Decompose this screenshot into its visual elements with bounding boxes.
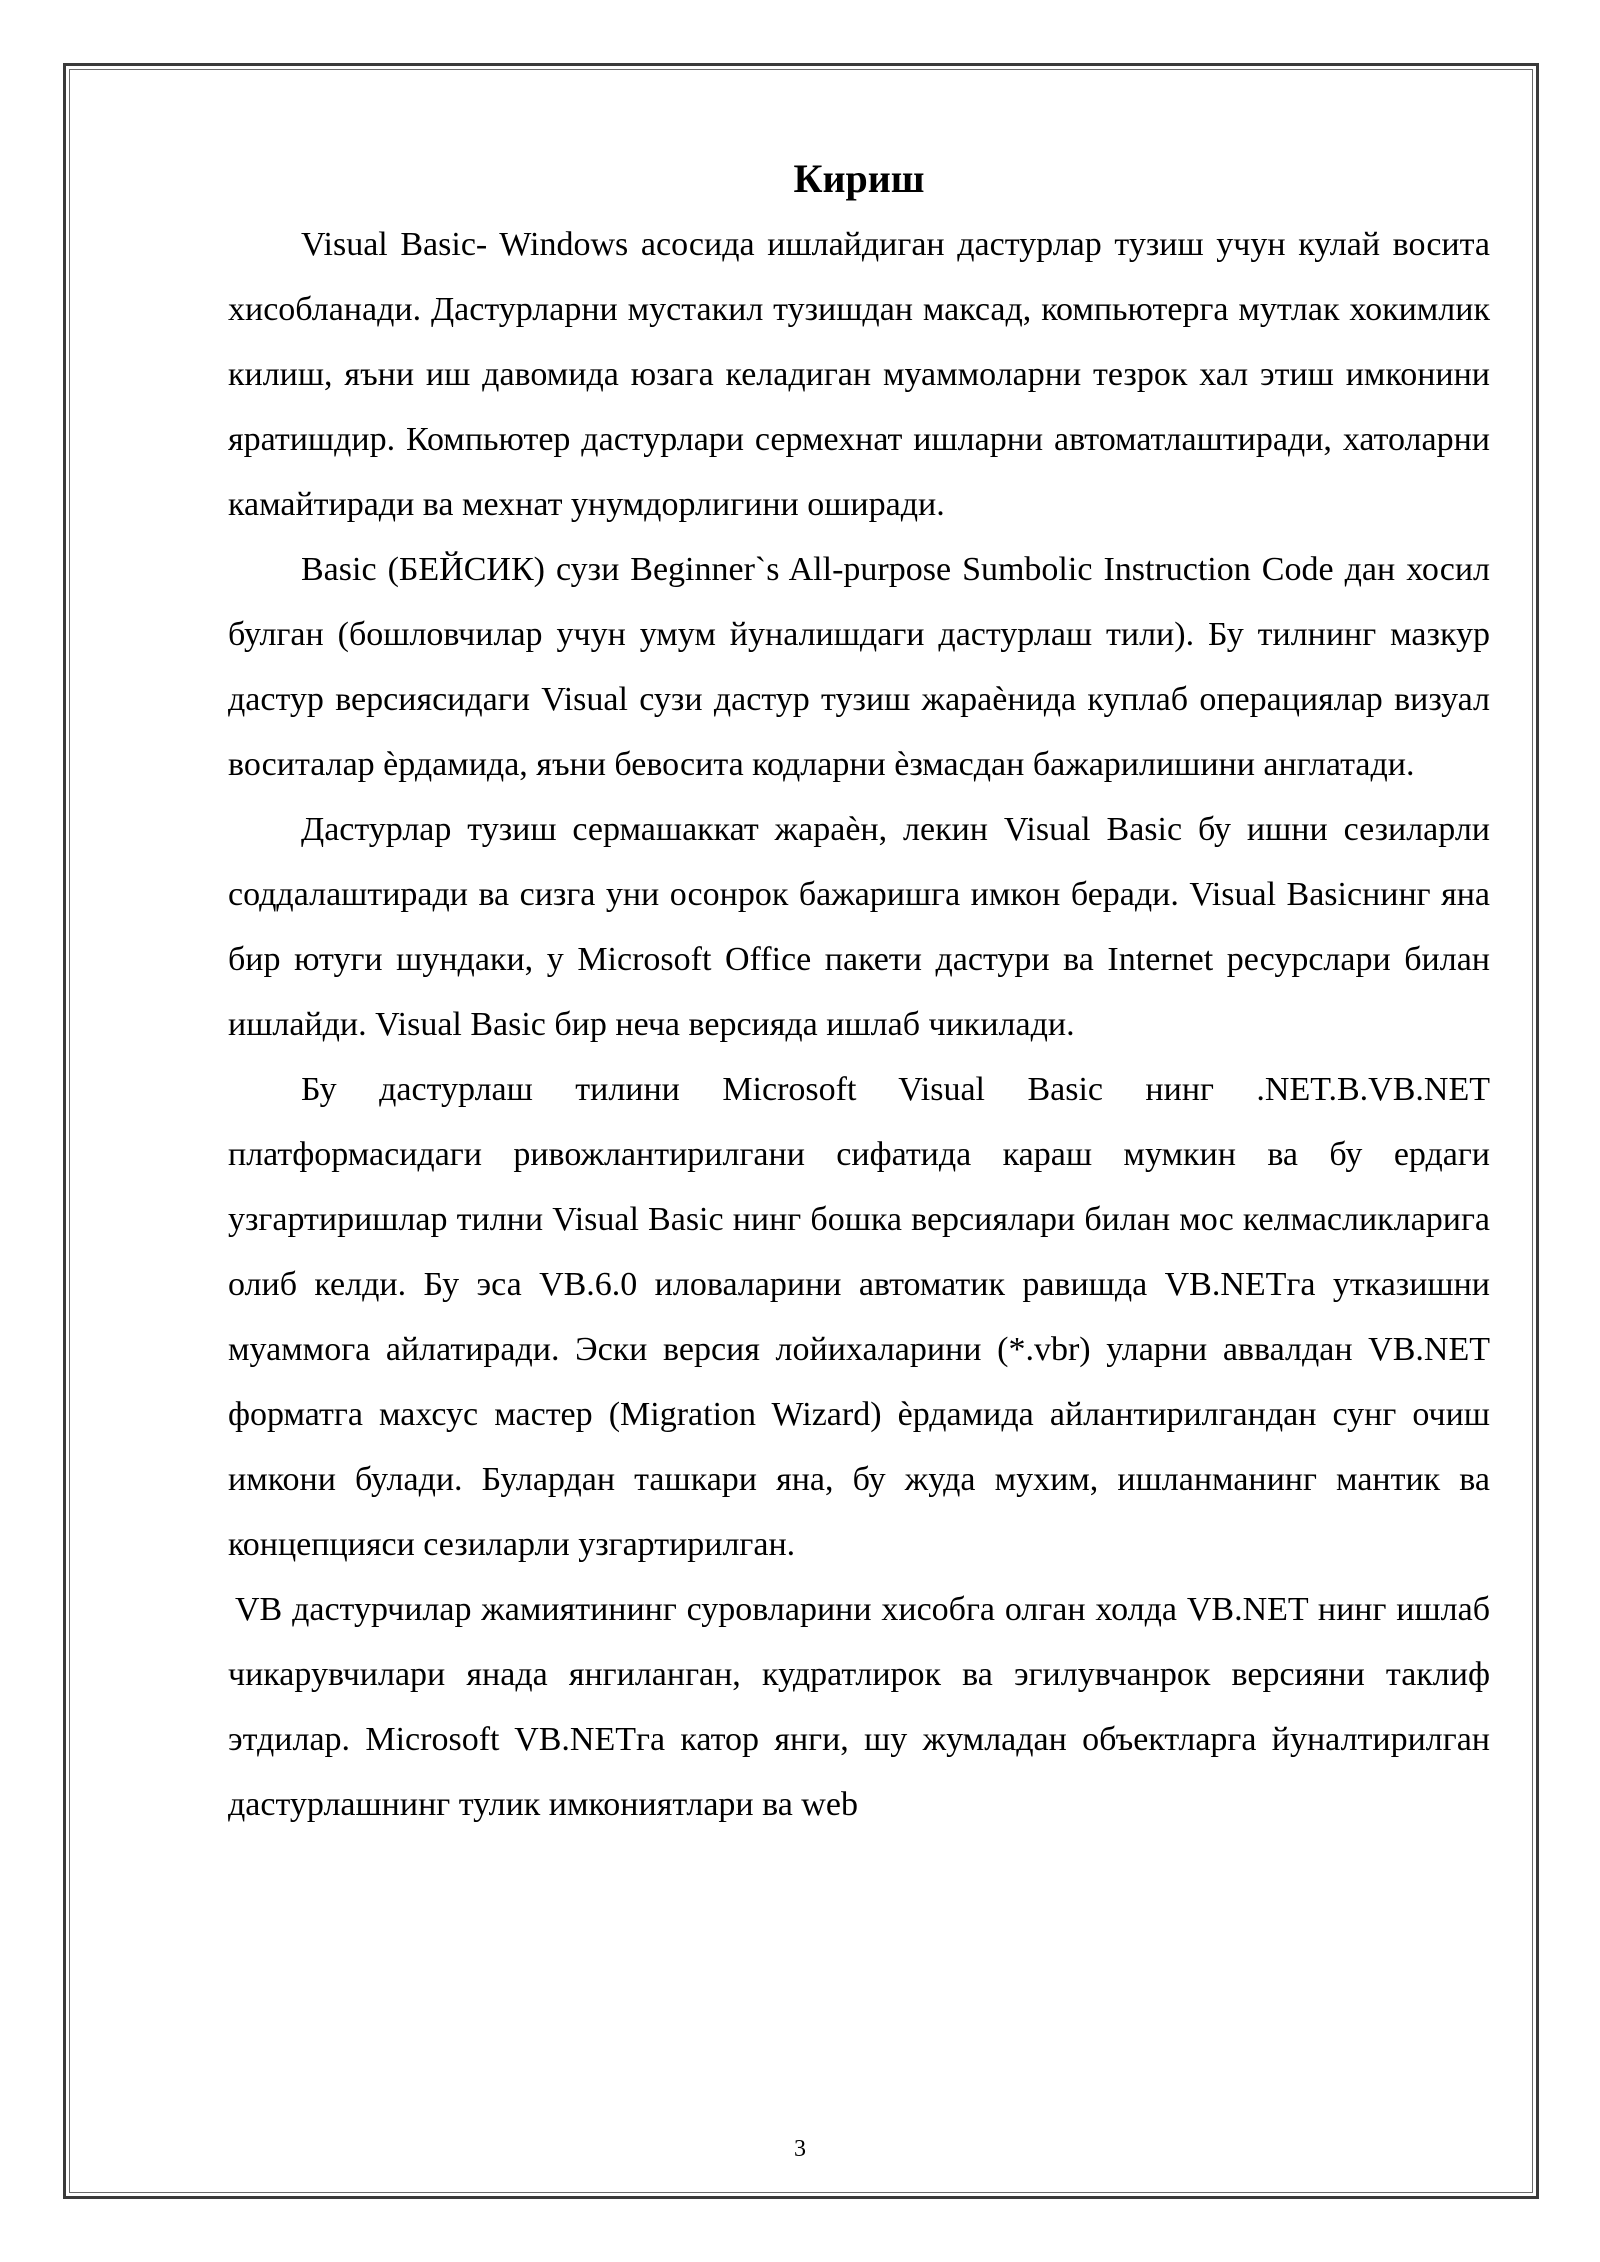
paragraph-simplification: Дастурлар тузиш сермашаккат жараѐн, лекин Visual Basic бу ишни сезиларли соддалаштиради ва сизга уни осонрок бажаришга имкон беради. Visual Basicнинг яна бир ютуги шундаки, у Microsoft Office пакети дастури ва Internet ресурслари билан ишлайди. Visual Basic бир неча версияда ишлаб чикилади.	[228, 811, 1490, 1043]
document-body	[228, 146, 1490, 1837]
paragraph-vbnet-developers: VB дастурчилар жамиятининг суровларини хисобга олган холда VB.NET нинг ишлаб чикарувчилари янада янгиланган, кудратлирок ва эгилувчанрок версияни таклиф этдилар. Microsoft VB.NETга катор янги, шу жумладан объектларга йуналтирилган дастурлашнинг тулик имкониятлари ва web	[228, 1591, 1490, 1823]
paragraph-intro: Visual Basic- Windows асосида ишлайдиган дастурлар тузиш учун кулай восита хисобланади. Дастурларни мустакил тузишдан максад, компьютерга мутлак хокимлик килиш, яъни иш давомида юзага келадиган муаммоларни тезрок хал этиш имконини яратишдир. Компьютер дастурлари сермехнат ишларни автоматлаштиради, хатоларни камайтиради ва мехнат унумдорлигини оширади.	[228, 226, 1490, 523]
page-number: 3	[794, 2136, 806, 2162]
paragraph-vbnet-platform: Бу дастурлаш тилини Microsoft Visual Basic нинг .NET.B.VB.NET платформасидаги ривожлантирилгани сифатида караш мумкин ва бу ердаги узгартиришлар тилни Visual Basic нинг бошка версиялари билан мос келмасликларига олиб келди. Бу эса VB.6.0 иловаларини автоматик равишда VB.NETга утказишни муаммога айлатиради. Эски версия лойихаларини (*.vbr) уларни аввалдан VB.NET форматга махсус мастер (Migration Wizard) ѐрдамида айлантирилгандан сунг очиш имкони булади. Булардан ташкари яна, бу жуда мухим, ишланманинг мантик ва концепцияси сезиларли узгартирилган.	[228, 1071, 1490, 1563]
paragraph-basic-origin: Basic (БЕЙСИК) сузи Beginner`s All-purpose Sumbolic Instruction Code дан хосил булган (бошловчилар учун умум йуналишдаги дастурлаш тили). Бу тилнинг мазкур дастур версиясидаги Visual сузи дастур тузиш жараѐнида куплаб операциялар визуал воситалар ѐрдамида, яъни бевосита кодларни ѐзмасдан бажарилишини англатади.	[228, 551, 1490, 783]
document-title: Кириш	[793, 156, 925, 201]
